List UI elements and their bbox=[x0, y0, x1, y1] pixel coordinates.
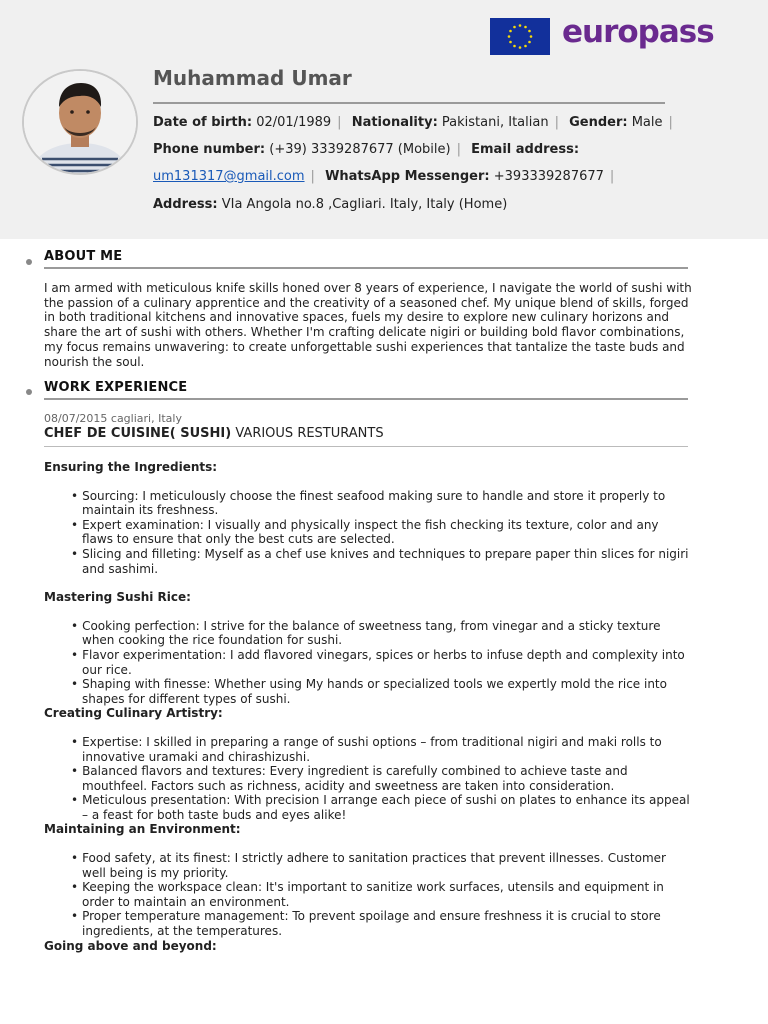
work-title: WORK EXPERIENCE bbox=[44, 380, 188, 395]
job-meta: 08/07/2015 cagliari, Italy bbox=[44, 412, 182, 425]
bullet-list bbox=[44, 489, 692, 577]
about-text: I am armed with meticulous knife skills honed over 8 years of experience, I navigate the world of sushi with the passion of a culinary apprentice and the creativity of a seasoned chef. My unique blend of skills, forged in both traditional kitchens and innovative spaces, fuels my desire to explore new culinary horizons and share the art of sushi with others. Whether I'm crafting delicate nigiri or building bold flavor combinations, my focus remains unwavering: to create unforgettable sushi experiences that tantalize the taste buds and nourish the soul. bbox=[44, 281, 692, 369]
bullet-list bbox=[44, 735, 692, 823]
dob-value: 02/01/1989 bbox=[256, 115, 332, 130]
name-divider bbox=[153, 102, 665, 104]
avatar bbox=[22, 69, 138, 175]
separator: | bbox=[310, 169, 315, 184]
person-name: Muhammad Umar bbox=[153, 66, 352, 90]
list-item: • Proper temperature management: To prevent spoilage and ensure freshness it is crucial to store ingredients, at the temperatures. bbox=[44, 909, 692, 938]
whatsapp-label: WhatsApp Messenger: bbox=[325, 169, 490, 184]
list-item: • Balanced flavors and textures: Every ingredient is carefully combined to achieve taste and mouthfeel. Factors such as richness, acidity and sweetness are taken into consideration. bbox=[44, 764, 692, 793]
bullet-list bbox=[44, 851, 692, 939]
separator: | bbox=[554, 115, 559, 130]
job-heading bbox=[44, 426, 384, 441]
about-title: ABOUT ME bbox=[44, 249, 123, 264]
eu-flag-icon bbox=[490, 18, 550, 55]
phone-value: (+39) 3339287677 (Mobile) bbox=[269, 142, 451, 157]
job-divider bbox=[44, 446, 688, 447]
nationality-value: Pakistani, Italian bbox=[441, 115, 549, 130]
job-employer: VARIOUS RESTURANTS bbox=[235, 426, 384, 441]
list-item: • Shaping with finesse: Whether using My hands or specialized tools we expertly mold the rice into shapes for different types of sushi. bbox=[44, 677, 692, 706]
info-row-2 bbox=[153, 142, 579, 157]
work-divider bbox=[44, 398, 688, 400]
europass-logo: europass bbox=[562, 14, 714, 50]
job-title: CHEF DE CUISINE( SUSHI) bbox=[44, 426, 232, 441]
info-row-4 bbox=[153, 197, 507, 212]
list-item: • Slicing and filleting: Myself as a chef use knives and techniques to prepare paper thin slices for nigiri and sashimi. bbox=[44, 547, 692, 576]
list-item: • Meticulous presentation: With precision I arrange each piece of sushi on plates to enhance its appeal – a feast for both taste buds and eyes alike! bbox=[44, 793, 692, 822]
address-value: VIa Angola no.8 ,Cagliari. Italy, Italy (Home) bbox=[221, 197, 508, 212]
separator: | bbox=[609, 169, 615, 184]
list-item: • Cooking perfection: I strive for the balance of sweetness tang, from vinegar and a sticky texture when cooking the rice foundation for sushi. bbox=[44, 619, 692, 648]
list-item: • Food safety, at its finest: I strictly adhere to sanitation practices that prevent illnesses. Customer well being is my priority. bbox=[44, 851, 692, 880]
whatsapp-value: +393339287677 bbox=[493, 169, 604, 184]
subsection-heading: Maintaining an Environment: bbox=[44, 822, 241, 837]
list-item: • Flavor experimentation: I add flavored vinegars, spices or herbs to infuse depth and complexity into our rice. bbox=[44, 648, 692, 677]
phone-label: Phone number: bbox=[153, 142, 266, 157]
info-row-3 bbox=[153, 169, 620, 184]
list-item: • Sourcing: I meticulously choose the finest seafood making sure to handle and store it properly to maintain its freshness. bbox=[44, 489, 692, 518]
separator: | bbox=[456, 142, 461, 157]
list-item: • Expert examination: I visually and physically inspect the fish checking its texture, color and any flaws to ensure that only the best cuts are selected. bbox=[44, 518, 692, 547]
separator: | bbox=[337, 115, 342, 130]
subsection-heading: Creating Culinary Artistry: bbox=[44, 706, 223, 721]
list-item: • Expertise: I skilled in preparing a range of sushi options – from traditional nigiri and maki rolls to innovative uramaki and chirashizushi. bbox=[44, 735, 692, 764]
about-divider bbox=[44, 267, 688, 269]
gender-label: Gender: bbox=[569, 115, 628, 130]
dob-label: Date of birth: bbox=[153, 115, 253, 130]
section-bullet bbox=[26, 389, 32, 395]
email-link[interactable]: um131317@gmail.com bbox=[153, 169, 305, 184]
subsection-heading: Mastering Sushi Rice: bbox=[44, 590, 191, 605]
subsection-heading: Going above and beyond: bbox=[44, 938, 217, 953]
info-row-1 bbox=[153, 115, 679, 130]
header bbox=[0, 0, 768, 239]
bullet-list bbox=[44, 619, 692, 707]
job-description bbox=[44, 460, 692, 953]
list-item: • Keeping the workspace clean: It's important to sanitize work surfaces, utensils and equipment in order to maintain an environment. bbox=[44, 880, 692, 909]
email-label: Email address: bbox=[471, 142, 580, 157]
subsection-heading: Ensuring the Ingredients: bbox=[44, 460, 218, 474]
section-bullet bbox=[26, 259, 32, 265]
address-label: Address: bbox=[153, 197, 218, 212]
separator: | bbox=[668, 115, 673, 130]
gender-value: Male bbox=[631, 115, 663, 130]
nationality-label: Nationality: bbox=[351, 115, 438, 130]
